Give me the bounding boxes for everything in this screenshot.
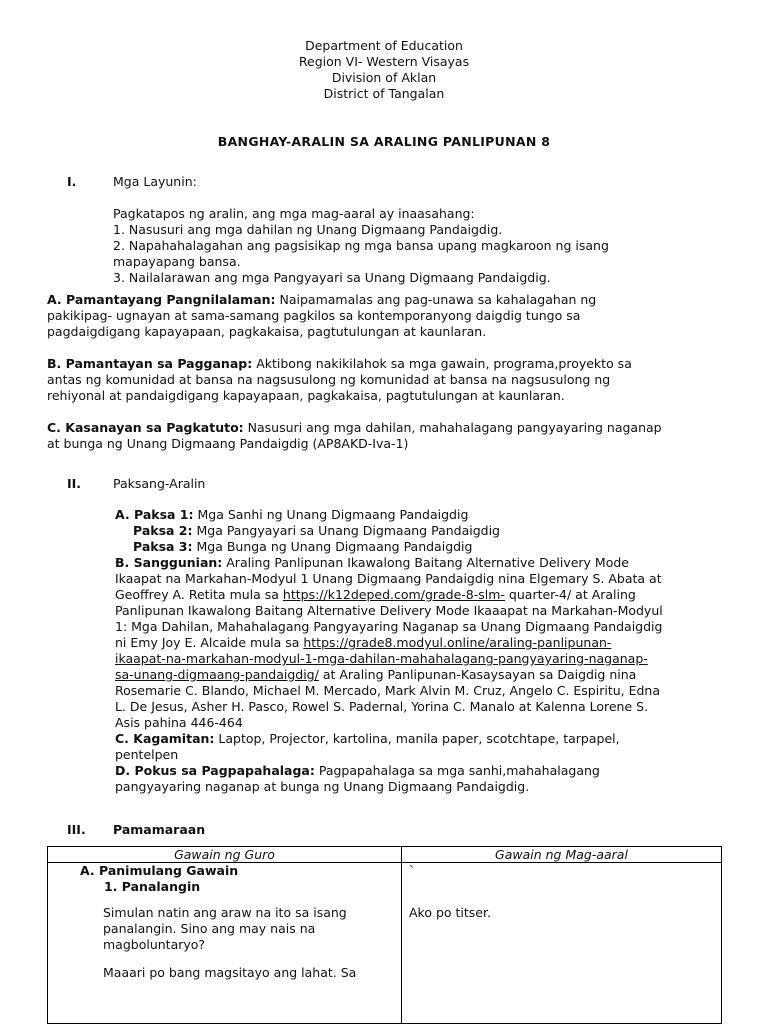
topic-3 [115, 539, 663, 555]
topic-3-text: Mga Bunga ng Unang Digmaang Pandaigdig [192, 539, 473, 554]
references-line-9: Rosemarie C. Blando, Michael M. Mercado, Mark Alvin M. Cruz, Angelo C. Espiritu, Edna [115, 683, 661, 698]
materials-label: C. Kagamitan: [115, 731, 215, 746]
section-1-numeral: I. [67, 174, 77, 189]
header-line-region: Region VI- Western Visayas [298, 54, 470, 69]
performance-standard-line-2: antas ng komunidad at bansa na nagsusulong ng komunidad at bansa na nagsusulong ng [47, 372, 611, 387]
student-activity-cell [402, 863, 722, 1024]
teacher-prayer-line-2: panalangin. Sino ang may nais na [103, 921, 316, 936]
subject-matter-block [115, 507, 663, 795]
topic-1 [115, 507, 663, 523]
preliminary-activity-heading: A. Panimulang Gawain [80, 863, 239, 878]
topic-2-text: Mga Pangyayari sa Unang Digmaang Pandaigdig [192, 523, 500, 538]
values-focus-line-2: pangyayaring naganap at bunga ng Unang Digmaang Pandaigdig. [115, 779, 530, 794]
objectives-block [113, 206, 609, 286]
teacher-prayer-line-3: magboluntaryo? [103, 937, 206, 952]
topic-3-label: Paksa 3: [133, 539, 193, 554]
learning-competency [47, 420, 662, 452]
references-text-6: ni Emy Joy E. Alcaide mula sa [115, 635, 304, 650]
document-title: BANGHAY-ARALIN SA ARALING PANLIPUNAN 8 [217, 134, 551, 149]
references-line-3 [115, 587, 663, 603]
content-standard-line-2: pakikipag- ugnayan at sama-samang pagkilos sa kontemporanyong daigdig tungo sa [47, 308, 581, 323]
topic-1-label: A. Paksa 1: [115, 507, 194, 522]
references-line-5: 1: Mga Dahilan, Mahahalagang Pangyayaring Naganap sa Unang Digmaang Pandaigdig [115, 619, 663, 634]
topic-2 [115, 523, 663, 539]
document-header [0, 38, 768, 102]
materials-line-1 [115, 731, 663, 747]
content-standard-text: Naipamamalas ang pag-unawa sa kahalagahan ng [275, 292, 597, 307]
references-line-4: Panlipunan Ikawalong Baitang Alternative Delivery Mode Ikaaapat na Markahan-Modyul [115, 603, 663, 618]
references-line-11: Asis pahina 446-464 [115, 715, 243, 730]
content-standard-line-3: pagdaigdigang kapayapaan, pagkakaisa, pagtutulungan at kaunlaran. [47, 324, 487, 339]
references-line-6 [115, 635, 663, 651]
references-line-8 [115, 667, 663, 683]
header-line-department: Department of Education [305, 38, 463, 53]
teacher-activity-header: Gawain ng Guro [48, 847, 402, 863]
topic-1-text: Mga Sanhi ng Unang Digmaang Pandaigdig [193, 507, 469, 522]
grade8-modyul-link-cont-1[interactable]: ikaapat-na-markahan-modyul-1-mga-dahilan-mahahalagang-pangyayaring-naganap- [115, 651, 648, 666]
section-3-title: Pamamaraan [113, 822, 206, 837]
grade8-modyul-link[interactable]: https://grade8.modyul.online/araling-panlipunan- [303, 635, 612, 650]
references-text-1: Araling Panlipunan Ikawalong Baitang Alternative Delivery Mode [222, 555, 629, 570]
objective-3: 3. Nailalarawan ang mga Pangyayari sa Unang Digmaang Pandaigdig. [113, 270, 551, 285]
teacher-prayer-prompt [103, 905, 347, 953]
references-line-10: L. De Jesus, Asher H. Pasco, Rowel S. Padernal, Yorina C. Manalo at Kalenna Lorene S. [115, 699, 649, 714]
references-line-2: Ikaapat na Markahan-Modyul 1 Unang Digmaang Pandaigdig nina Elgemary S. Abata at [115, 571, 662, 586]
section-2-numeral: II. [67, 476, 82, 491]
teacher-stand-up-prompt: Maaari po bang magsitayo ang lahat. Sa [103, 965, 357, 980]
materials-text: Laptop, Projector, kartolina, manila paper, scotchtape, tarpapel, [214, 731, 620, 746]
values-focus-label: D. Pokus sa Pagpapahalaga: [115, 763, 315, 778]
learning-competency-text: Nasusuri ang mga dahilan, mahahalagang pangyayaring naganap [243, 420, 662, 435]
procedure-table-header [48, 847, 722, 863]
references-label: B. Sanggunian: [115, 555, 223, 570]
student-activity-header: Gawain ng Mag-aaral [402, 847, 722, 863]
performance-standard [47, 356, 632, 404]
learning-competency-label: C. Kasanayan sa Pagkatuto: [47, 420, 244, 435]
content-standard-label: A. Pamantayang Pangnilalaman: [47, 292, 276, 307]
objective-1: 1. Nasusuri ang mga dahilan ng Unang Digmaang Pandaigdig. [113, 222, 503, 237]
references-text-3b: quarter-4/ at Araling [504, 587, 636, 602]
references-line-1 [115, 555, 663, 571]
references-text-8: at Araling Panlipunan-Kasaysayan sa Daigdig nina [318, 667, 637, 682]
grade8-modyul-link-cont-2[interactable]: sa-unang-digmaang-pandaigdig/ [115, 667, 319, 682]
k12deped-link[interactable]: https://k12deped.com/grade-8-slm- [282, 587, 505, 602]
table-row [48, 863, 722, 1024]
references-text-3: Geoffrey A. Retita mula sa [115, 587, 283, 602]
procedure-table [47, 846, 722, 1024]
materials-line-2: pentelpen [115, 747, 179, 762]
student-prayer-response: Ako po titser. [409, 905, 491, 920]
performance-standard-label: B. Pamantayan sa Pagganap: [47, 356, 253, 371]
objective-2: 2. Napahahalagahan ang pagsisikap ng mga bansa upang magkaroon ng isang [113, 238, 609, 253]
teacher-activity-cell [48, 863, 402, 1024]
values-focus-text: Pagpapahalaga sa mga sanhi,mahahalagang [314, 763, 600, 778]
teacher-prayer-line-1: Simulan natin ang araw na ito sa isang [103, 905, 347, 920]
section-3-numeral: III. [67, 822, 86, 837]
content-standard [47, 292, 596, 340]
topic-2-label: Paksa 2: [133, 523, 193, 538]
performance-standard-line-3: rehiyonal at pandaigdigang kapayapaan, pagkakaisa, pagtutulungan at kaunlaran. [47, 388, 565, 403]
section-1-title: Mga Layunin: [113, 174, 197, 189]
objectives-intro: Pagkatapos ng aralin, ang mga mag-aaral ay inaasahang: [113, 206, 475, 221]
header-line-division: Division of Aklan [331, 70, 437, 85]
learning-competency-line-2: at bunga ng Unang Digmaang Pandaigdig (AP8AKD-Iva-1) [47, 436, 409, 451]
prayer-heading: 1. Panalangin [104, 879, 201, 894]
values-focus-line-1 [115, 763, 663, 779]
performance-standard-text: Aktibong nakikilahok sa mga gawain, programa,proyekto sa [252, 356, 632, 371]
section-2-title: Paksang-Aralin [113, 476, 206, 491]
stray-mark: ` [409, 863, 416, 878]
header-line-district: District of Tangalan [323, 86, 445, 101]
objective-2-cont: mapayapang bansa. [113, 254, 241, 269]
